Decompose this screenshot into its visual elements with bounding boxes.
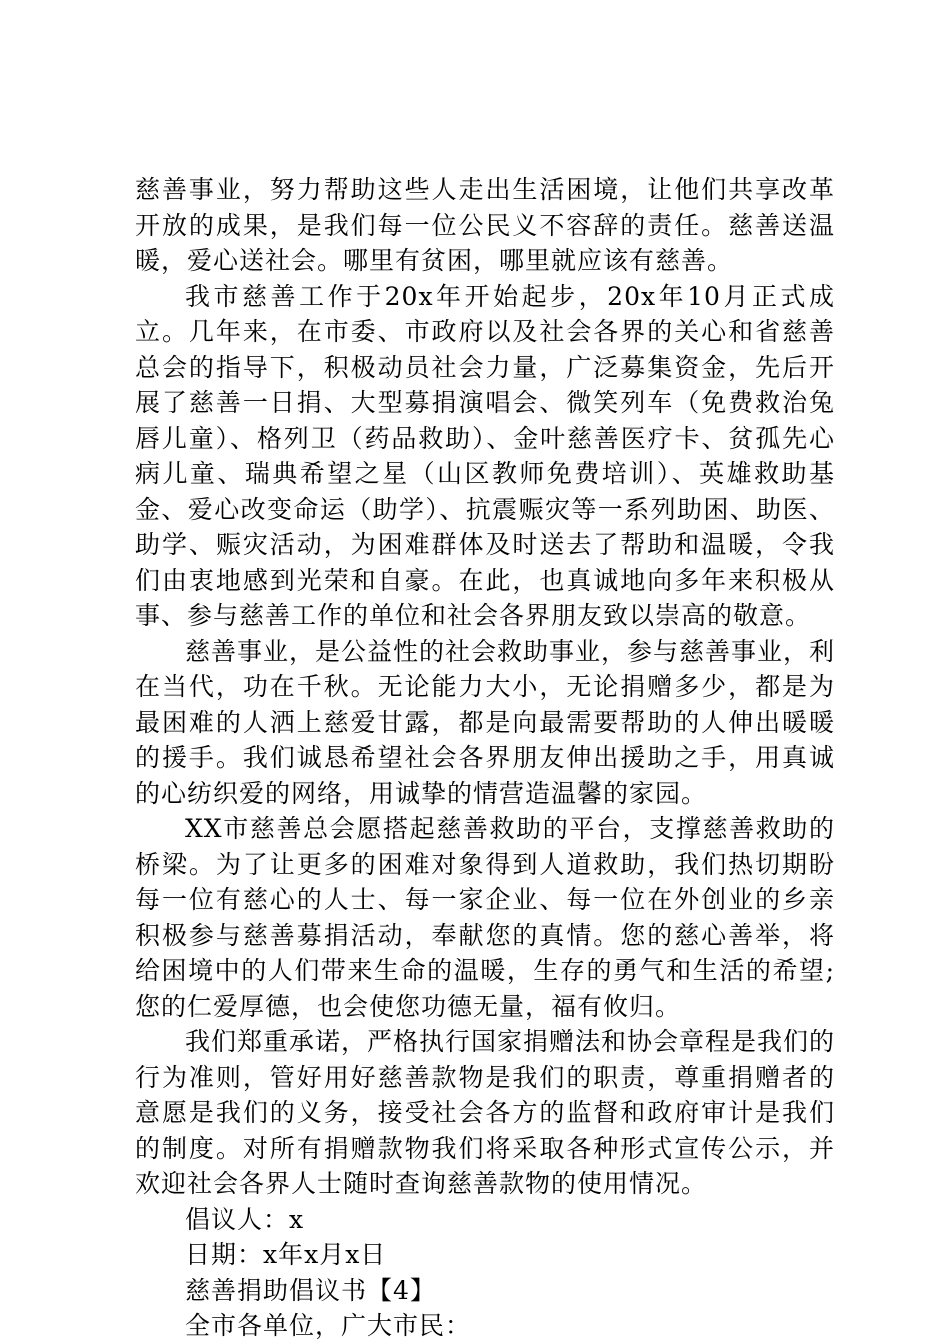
paragraph-history: 我市慈善工作于20x年开始起步，20x年10月正式成立。几年来，在市委、市政府以及社会各界的关心和省慈善总会的指导下，积极动员社会力量，广泛募集资金，先后开展了慈善一日捐、大型募捐演唱会、微笑列车（免费救治兔唇儿童）、格列卫（药品救助）、金叶慈善医疗卡、贫孤先心病儿童、瑞典希望之星（山区教师免费培训）、英雄救助基金、爱心改变命运（助学）、抗震赈灾等一系列助困、助医、助学、赈灾活动，为困难群体及时送去了帮助和温暖，令我们由衷地感到光荣和自豪。在此，也真诚地向多年来积极从事、参与慈善工作的单位和社会各界朋友致以崇高的敬意。 bbox=[135, 281, 835, 630]
section-title: 慈善捐助倡议书【4】 bbox=[185, 1275, 436, 1305]
document-body bbox=[135, 172, 835, 1344]
paragraph-continuation: 慈善事业，努力帮助这些人走出生活困境，让他们共享改革开放的成果，是我们每一位公民义不容辞的责任。慈善送温暖，爱心送社会。哪里有贫困，哪里就应该有慈善。 bbox=[135, 175, 835, 275]
salutation-line: 全市各单位，广大市民： bbox=[185, 1311, 472, 1340]
initiator-line: 倡议人：x bbox=[185, 1204, 305, 1234]
paragraph-commitment: 我们郑重承诺，严格执行国家捐赠法和协会章程是我们的行为准则，管好用好慈善款物是我们的职责，尊重捐赠者的意愿是我们的义务，接受社会各方的监督和政府审计是我们的制度。对所有捐赠款物我们将采取各种形式宣传公示，并欢迎社会各界人士随时查询慈善款物的使用情况。 bbox=[135, 1027, 836, 1198]
paragraph-charity-cause: 慈善事业，是公益性的社会救助事业，参与慈善事业，利在当代，功在千秋。无论能力大小，无论捐赠多少，都是为最困难的人洒上慈爱甘露，都是向最需要帮助的人伸出暖暖的援手。我们诚恳希望社会各界朋友伸出援助之手，用真诚的心纺织爱的网络，用诚挚的情营造温馨的家园。 bbox=[135, 636, 836, 808]
date-line: 日期：x年x月x日 bbox=[185, 1240, 387, 1269]
paragraph-appeal: XX市慈善总会愿搭起慈善救助的平台，支撑慈善救助的桥梁。为了让更多的困难对象得到人道救助，我们热切期盼每一位有慈心的人士、每一家企业、每一位在外创业的乡亲积极参与慈善募捐活动，奉献您的真情。您的慈心善举，将给困境中的人们带来生命的温暖，生存的勇气和生活的希望;您的仁爱厚德，也会使您功德无量，福有攸归。 bbox=[135, 814, 835, 1021]
